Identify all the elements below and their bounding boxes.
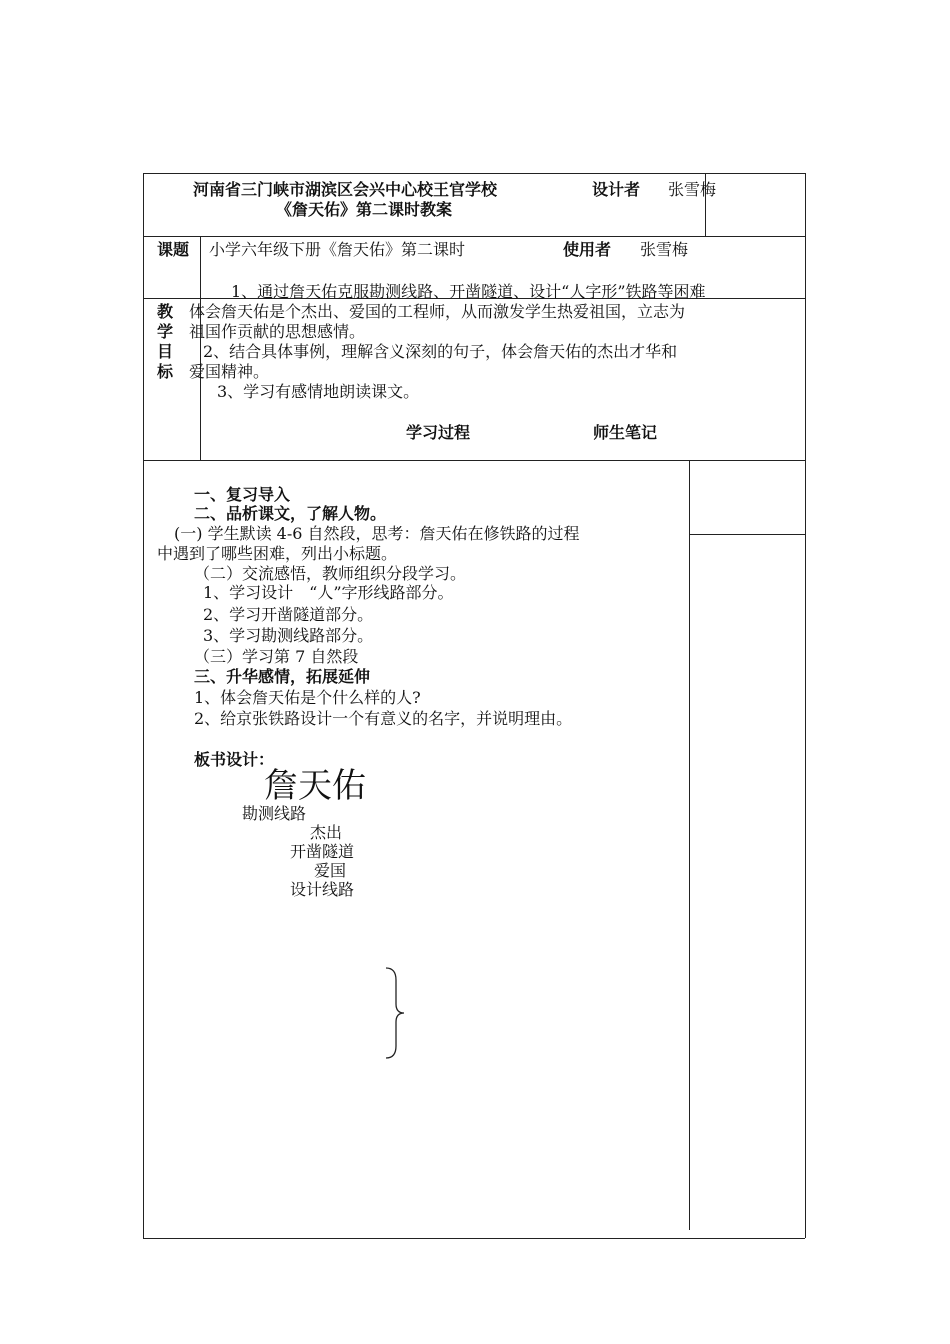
- process-line: 2、给京张铁路设计一个有意义的名字，并说明理由。: [194, 709, 573, 728]
- process-line: 2、学习开凿隧道部分。: [203, 605, 374, 624]
- board-word: 爱国: [314, 861, 347, 880]
- goal-line: 3、学习有感情地朗读课文。: [217, 382, 420, 401]
- notes-column-heading: 师生笔记: [593, 423, 658, 442]
- topic-label: 课题: [157, 240, 190, 259]
- row-divider: [143, 460, 805, 461]
- process-line: （二）交流感悟，教师组织分段学习。: [194, 564, 467, 583]
- table-right-border: [805, 173, 806, 1238]
- col-divider: [200, 236, 201, 460]
- row-divider: [689, 534, 805, 535]
- goal-line: 2、结合具体事例，理解含义深刻的句子，体会詹天佑的杰出才华和: [203, 342, 678, 361]
- table-left-border: [143, 173, 144, 1238]
- process-line: 1、学习设计 “人”字形线路部分。: [203, 583, 454, 602]
- goal-line: 体会詹天佑是个杰出、爱国的工程师，从而激发学生热爱祖国，立志为: [189, 302, 686, 321]
- goals-label-char: 学: [157, 322, 174, 341]
- board-word: 勘测线路: [242, 804, 307, 823]
- lesson-title: 《詹天佑》第二课时教案: [276, 200, 453, 219]
- section-heading: 二、品析课文，了解人物。: [194, 504, 387, 523]
- board-word: 杰出: [310, 823, 343, 842]
- goal-line: 爱国精神。: [189, 362, 270, 381]
- goal-line: 1、通过詹天佑克服勘测线路、开凿隧道、设计“人字形”铁路等困难: [231, 282, 706, 301]
- topic-value: 小学六年级下册《詹天佑》第二课时: [209, 240, 466, 259]
- designer-name: 张雪梅: [668, 180, 717, 199]
- col-divider: [689, 460, 690, 1230]
- process-line: 中遇到了哪些困难，列出小标题。: [157, 544, 398, 563]
- process-line: 3、学习勘测线路部分。: [203, 626, 374, 645]
- designer-label: 设计者: [592, 180, 641, 199]
- board-title: 詹天佑: [264, 766, 366, 806]
- process-column-heading: 学习过程: [406, 423, 471, 442]
- goals-label-char: 教: [157, 302, 174, 321]
- board-brace-icon: [384, 966, 408, 1060]
- goal-line: 祖国作贡献的思想感情。: [189, 322, 366, 341]
- section-heading: 一、复习导入: [194, 485, 291, 504]
- process-line: 1、体会詹天佑是个什么样的人?: [194, 688, 421, 707]
- school-name: 河南省三门峡市湖滨区会兴中心校王官学校: [193, 180, 498, 199]
- table-bottom-border: [143, 1238, 805, 1239]
- section-heading: 三、升华感情，拓展延伸: [194, 667, 371, 686]
- goals-label-char: 目: [157, 342, 174, 361]
- row-divider: [143, 236, 805, 237]
- user-label: 使用者: [563, 240, 612, 259]
- board-word: 设计线路: [290, 880, 355, 899]
- user-name: 张雪梅: [640, 240, 689, 259]
- process-line: （三）学习第 7 自然段: [194, 647, 359, 666]
- process-line: (一) 学生默读 4-6 自然段，思考：詹天佑在修铁路的过程: [174, 524, 580, 543]
- goals-label-char: 标: [157, 362, 174, 381]
- board-label: 板书设计：: [194, 750, 275, 769]
- board-word: 开凿隧道: [290, 842, 355, 861]
